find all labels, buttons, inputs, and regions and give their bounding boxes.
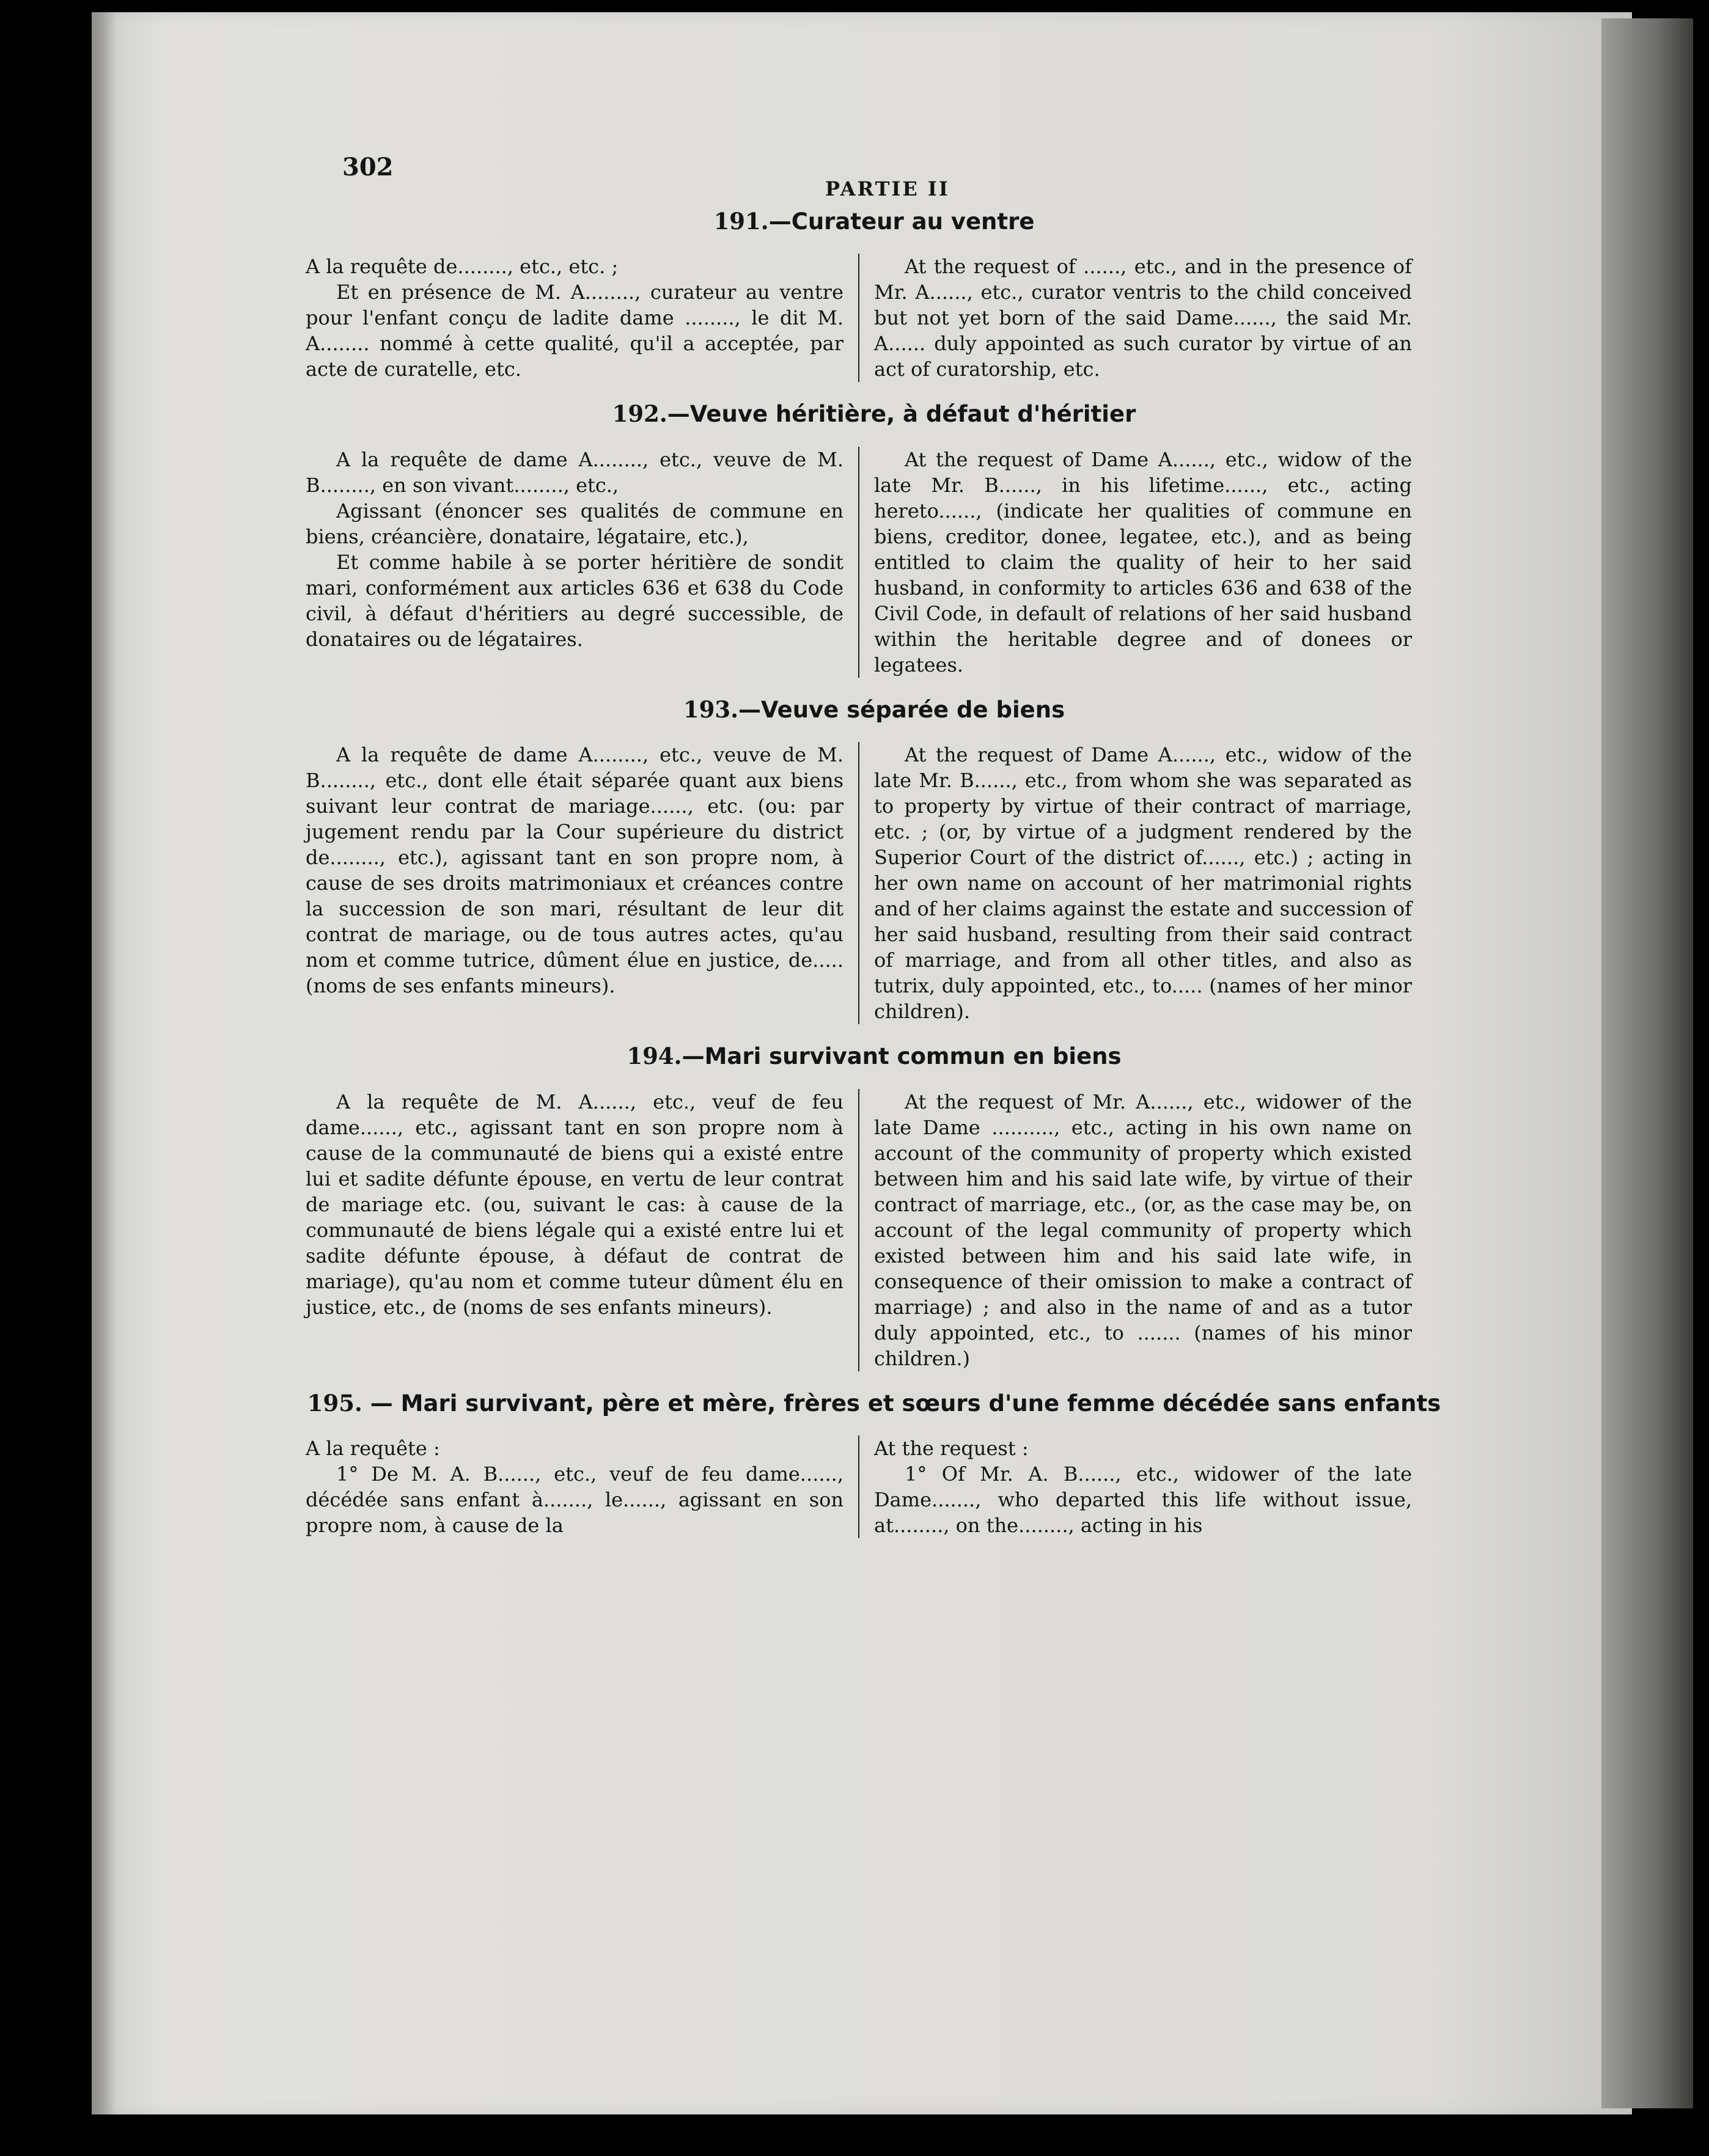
column-divider [858, 254, 859, 382]
english-column [874, 742, 1412, 1024]
paragraph: At the request of Mr. A......, etc., widower of the late Dame .........., etc., acting in his own name on account of the community of property which existed between him and his said late wife, by virtue of their contract of marriage, etc., (or, as the case may be, on account of the legal community of property which existed between him and his said late wife, in consequence of their omission to make a contract of marriage) ; and also in the name of and as a tutor duly appointed, etc., to ....... (names of his minor children.) [874, 1090, 1412, 1370]
bilingual-columns [306, 1089, 1443, 1371]
page-number: 302 [342, 153, 394, 182]
french-column [306, 447, 843, 652]
french-column [306, 254, 843, 382]
french-column [306, 1089, 843, 1320]
paragraph: At the request of ......, etc., and in the presence of Mr. A......, etc., curator ventris to the child conceived but not yet born of the said Dame......, the said Mr. A...... duly appointed as such curator by virtue of an act of curatorship, etc. [874, 255, 1412, 381]
page-gutter-shadow [92, 12, 116, 2114]
french-column [306, 742, 843, 999]
paragraph: 1° Of Mr. A. B......, etc., widower of the late Dame......., who departed this life without issue, at........, on the........, acting in his [874, 1462, 1412, 1537]
paragraph: Et comme habile à se porter héritière de sondit mari, conformément aux articles 636 et 638 du Code civil, à défaut d'héritiers au degré successible, de donataires ou de légataires. [306, 550, 843, 651]
section-191 [306, 208, 1443, 382]
paragraph: A la requête de........, etc., etc. ; [306, 255, 619, 279]
page-content [306, 153, 1443, 1557]
section-title: 192.—Veuve héritière, à défaut d'héritier [612, 400, 1136, 428]
paragraph: At the request : [874, 1436, 1029, 1460]
english-column [874, 1436, 1412, 1538]
paragraph: A la requête de M. A......, etc., veuf de feu dame......, etc., agissant tant en son propre nom à cause de la communauté de biens qui a existé entre lui et sadite défunte épouse, en vertu de leur contrat de mariage etc. (ou, suivant le cas: à cause de la communauté de biens légale qui a existé entre lui et sadite défunte épouse, à défaut de contrat de mariage), qu'au nom et comme tuteur dûment élu en justice, etc., de (noms de ses enfants mineurs). [306, 1090, 843, 1319]
bilingual-columns [306, 447, 1443, 678]
page-edge [1601, 18, 1693, 2108]
section-title: 195. — Mari survivant, père et mère, frères et sœurs d'une femme décédée sans enfants [307, 1389, 1441, 1417]
column-divider [858, 742, 859, 1024]
running-header [306, 153, 1443, 208]
bilingual-columns [306, 742, 1443, 1024]
paragraph: A la requête de dame A........, etc., veuve de M. B........, etc., dont elle était séparée quant aux biens suivant leur contrat de mariage......, etc. (ou: par jugement rendu par la Cour supérieure du district de........, etc.), agissant tant en son propre nom, à cause de ses droits matrimoniaux et créances contre la succession de son mari, résultant de leur dit contrat de mariage, ou de tous autres actes, qu'au nom et comme tutrice, dûment élue en justice, de..... (noms de ses enfants mineurs). [306, 743, 843, 998]
paragraph: A la requête : [306, 1436, 440, 1460]
column-divider [858, 1089, 859, 1371]
paragraph: 1° De M. A. B......, etc., veuf de feu dame......, décédée sans enfant à......., le......, agissant en son propre nom, à cause de la [306, 1462, 843, 1537]
section-193 [306, 696, 1443, 1024]
column-divider [858, 1436, 859, 1538]
section-title: 194.—Mari survivant commun en biens [627, 1043, 1122, 1070]
section-195 [306, 1390, 1443, 1538]
french-column [306, 1436, 843, 1538]
english-column [874, 1089, 1412, 1371]
section-title: 193.—Veuve séparée de biens [683, 695, 1065, 723]
section-title: 191.—Curateur au ventre [713, 208, 1035, 235]
running-title: PARTIE II [825, 177, 950, 200]
paragraph: Agissant (énoncer ses qualités de commune en biens, créancière, donataire, légataire, etc.), [306, 499, 843, 548]
bilingual-columns [306, 254, 1443, 382]
paragraph: At the request of Dame A......, etc., widow of the late Mr. B......, in his lifetime......, etc., acting hereto......, (indicate her qualities of commune en biens, creditor, donee, legatee, etc.), and as being entitled to claim the quality of heir to her said husband, in conformity to articles 636 and 638 of the Civil Code, in default of relations of her said husband within the heritable degree and of donees or legatees. [874, 447, 1412, 676]
column-divider [858, 447, 859, 678]
english-column [874, 254, 1412, 382]
section-194 [306, 1043, 1443, 1371]
section-192 [306, 400, 1443, 677]
bilingual-columns [306, 1436, 1443, 1538]
english-column [874, 447, 1412, 678]
paragraph: A la requête de dame A........, etc., veuve de M. B........, en son vivant........, etc., [306, 447, 843, 497]
paragraph: Et en présence de M. A........, curateur au ventre pour l'enfant conçu de ladite dame ........, le dit M. A........ nommé à cette qualité, qu'il a acceptée, par acte de curatelle, etc. [306, 280, 843, 381]
paragraph: At the request of Dame A......, etc., widow of the late Mr. B......, etc., from whom she was separated as to property by virtue of their contract of marriage, etc. ; (or, by virtue of a judgment rendered by the Superior Court of the district of......, etc.) ; acting in her own name on account of her matrimonial rights and of her claims against the estate and succession of her said husband, resulting from their said contract of marriage, and from all other titles, and also as tutrix, duly appointed, etc., to..... (names of her minor children). [874, 743, 1412, 1024]
